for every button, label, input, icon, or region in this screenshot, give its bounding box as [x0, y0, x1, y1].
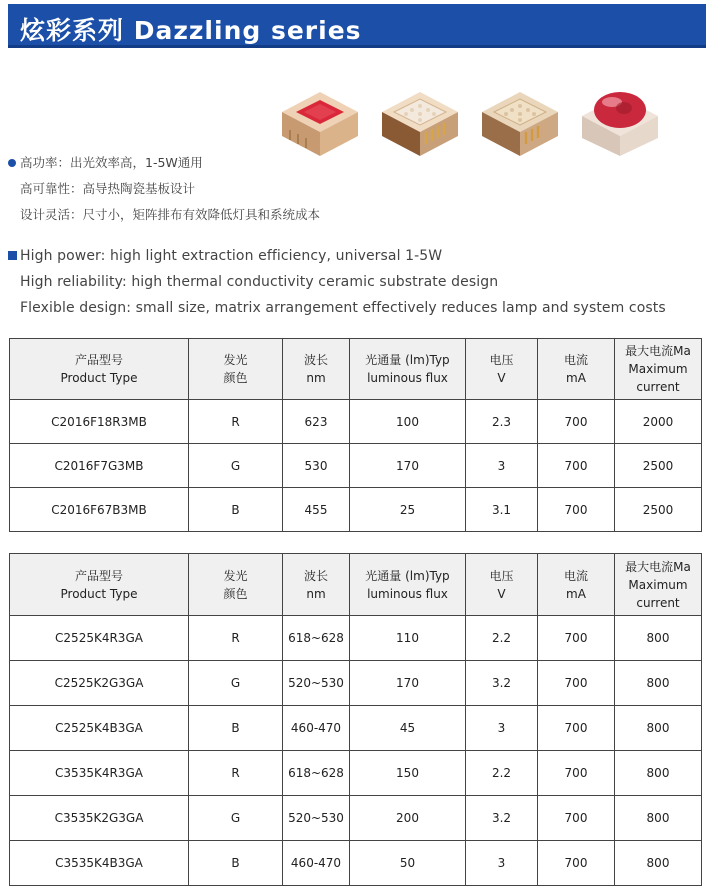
cell-current: 700	[538, 706, 615, 751]
cell-flux: 110	[350, 616, 466, 661]
cell-flux: 150	[350, 751, 466, 796]
cell-current: 700	[538, 841, 615, 886]
cell-voltage: 3.2	[466, 661, 538, 706]
cell-current: 700	[538, 661, 615, 706]
feature-en-item	[8, 269, 666, 295]
cell-color: B	[189, 488, 283, 532]
cell-wavelength: 618~628	[283, 616, 350, 661]
cell-flux: 25	[350, 488, 466, 532]
cell-color: R	[189, 400, 283, 444]
cell-wavelength: 460-470	[283, 841, 350, 886]
cell-product-type: C2016F7G3MB	[10, 444, 189, 488]
feature-cn-text: 高功率：出光效率高，1-5W通用	[20, 155, 203, 170]
table-row	[10, 661, 702, 706]
cell-color: B	[189, 841, 283, 886]
led-chip-dome-red-icon	[576, 78, 664, 160]
feature-en-text: High power: high light extraction efficiency, universal 1-5W	[20, 248, 443, 264]
header-wavelength: 波长 nm	[283, 339, 350, 400]
led-chip-red-icon	[276, 78, 364, 160]
cell-voltage: 2.3	[466, 400, 538, 444]
cell-wavelength: 623	[283, 400, 350, 444]
cell-max-current: 2500	[615, 444, 702, 488]
features-english	[8, 243, 666, 321]
spec-table-c2525-c3535	[9, 553, 702, 886]
bullet-dot-icon	[8, 159, 16, 167]
table-row	[10, 796, 702, 841]
cell-max-current: 800	[615, 616, 702, 661]
feature-en-item	[8, 295, 666, 321]
cell-product-type: C2016F67B3MB	[10, 488, 189, 532]
cell-current: 700	[538, 488, 615, 532]
header-max-current: 最大电流Ma Maximum current	[615, 339, 702, 400]
cell-wavelength: 460-470	[283, 706, 350, 751]
cell-max-current: 800	[615, 796, 702, 841]
bullet-square-icon	[8, 251, 17, 260]
header-max-current: 最大电流Ma Maximum current	[615, 554, 702, 616]
feature-cn-item	[8, 202, 320, 228]
cell-wavelength: 520~530	[283, 796, 350, 841]
cell-color: R	[189, 616, 283, 661]
cell-color: G	[189, 444, 283, 488]
cell-wavelength: 530	[283, 444, 350, 488]
cell-product-type: C2525K2G3GA	[10, 661, 189, 706]
table-row	[10, 400, 702, 444]
cell-max-current: 800	[615, 841, 702, 886]
table-row	[10, 616, 702, 661]
cell-current: 700	[538, 796, 615, 841]
spec-table-c2016	[9, 338, 702, 532]
cell-product-type: C2525K4B3GA	[10, 706, 189, 751]
header	[0, 0, 712, 52]
cell-current: 700	[538, 400, 615, 444]
cell-voltage: 3	[466, 706, 538, 751]
feature-cn-item	[8, 176, 320, 202]
header-product-type: 产品型号 Product Type	[10, 554, 189, 616]
led-chip-white-icon	[376, 78, 464, 160]
cell-product-type: C3535K4R3GA	[10, 751, 189, 796]
header-wavelength: 波长 nm	[283, 554, 350, 616]
cell-flux: 50	[350, 841, 466, 886]
cell-voltage: 3	[466, 841, 538, 886]
cell-wavelength: 455	[283, 488, 350, 532]
header-current: 电流 mA	[538, 339, 615, 400]
cell-current: 700	[538, 751, 615, 796]
header-voltage: 电压 V	[466, 554, 538, 616]
cell-max-current: 800	[615, 661, 702, 706]
header-bar	[8, 4, 706, 48]
feature-cn-text: 高可靠性：高导热陶瓷基板设计	[20, 181, 196, 196]
cell-flux: 100	[350, 400, 466, 444]
table-header-row	[10, 554, 702, 616]
cell-color: R	[189, 751, 283, 796]
table-row	[10, 488, 702, 532]
cell-max-current: 2000	[615, 400, 702, 444]
cell-flux: 200	[350, 796, 466, 841]
cell-max-current: 800	[615, 706, 702, 751]
cell-voltage: 2.2	[466, 616, 538, 661]
cell-color: G	[189, 796, 283, 841]
cell-voltage: 2.2	[466, 751, 538, 796]
cell-product-type: C3535K4B3GA	[10, 841, 189, 886]
cell-wavelength: 520~530	[283, 661, 350, 706]
cell-flux: 170	[350, 661, 466, 706]
cell-flux: 45	[350, 706, 466, 751]
header-luminous-flux: 光通量 (lm)Typ luminous flux	[350, 554, 466, 616]
table-row	[10, 841, 702, 886]
cell-voltage: 3	[466, 444, 538, 488]
cell-max-current: 2500	[615, 488, 702, 532]
table-row	[10, 444, 702, 488]
features-chinese	[8, 150, 320, 228]
cell-current: 700	[538, 616, 615, 661]
table-row	[10, 706, 702, 751]
header-luminous-flux: 光通量 (lm)Typ luminous flux	[350, 339, 466, 400]
cell-color: B	[189, 706, 283, 751]
header-voltage: 电压 V	[466, 339, 538, 400]
feature-cn-item	[8, 150, 320, 176]
header-product-type: 产品型号 Product Type	[10, 339, 189, 400]
cell-voltage: 3.2	[466, 796, 538, 841]
feature-en-text: Flexible design: small size, matrix arrangement effectively reduces lamp and system costs	[20, 300, 666, 316]
header-color: 发光 颜色	[189, 339, 283, 400]
feature-cn-text: 设计灵活：尺寸小，矩阵排布有效降低灯具和系统成本	[20, 207, 321, 222]
table-row	[10, 751, 702, 796]
cell-product-type: C2016F18R3MB	[10, 400, 189, 444]
cell-voltage: 3.1	[466, 488, 538, 532]
cell-product-type: C2525K4R3GA	[10, 616, 189, 661]
led-chip-warm-icon	[476, 78, 564, 160]
page-title: 炫彩系列 Dazzling series	[20, 16, 362, 45]
feature-en-item	[8, 243, 666, 269]
product-images	[276, 78, 676, 164]
table-header-row	[10, 339, 702, 400]
header-color: 发光 颜色	[189, 554, 283, 616]
cell-max-current: 800	[615, 751, 702, 796]
cell-wavelength: 618~628	[283, 751, 350, 796]
cell-current: 700	[538, 444, 615, 488]
header-current: 电流 mA	[538, 554, 615, 616]
cell-product-type: C3535K2G3GA	[10, 796, 189, 841]
cell-flux: 170	[350, 444, 466, 488]
cell-color: G	[189, 661, 283, 706]
feature-en-text: High reliability: high thermal conductivity ceramic substrate design	[20, 274, 499, 290]
